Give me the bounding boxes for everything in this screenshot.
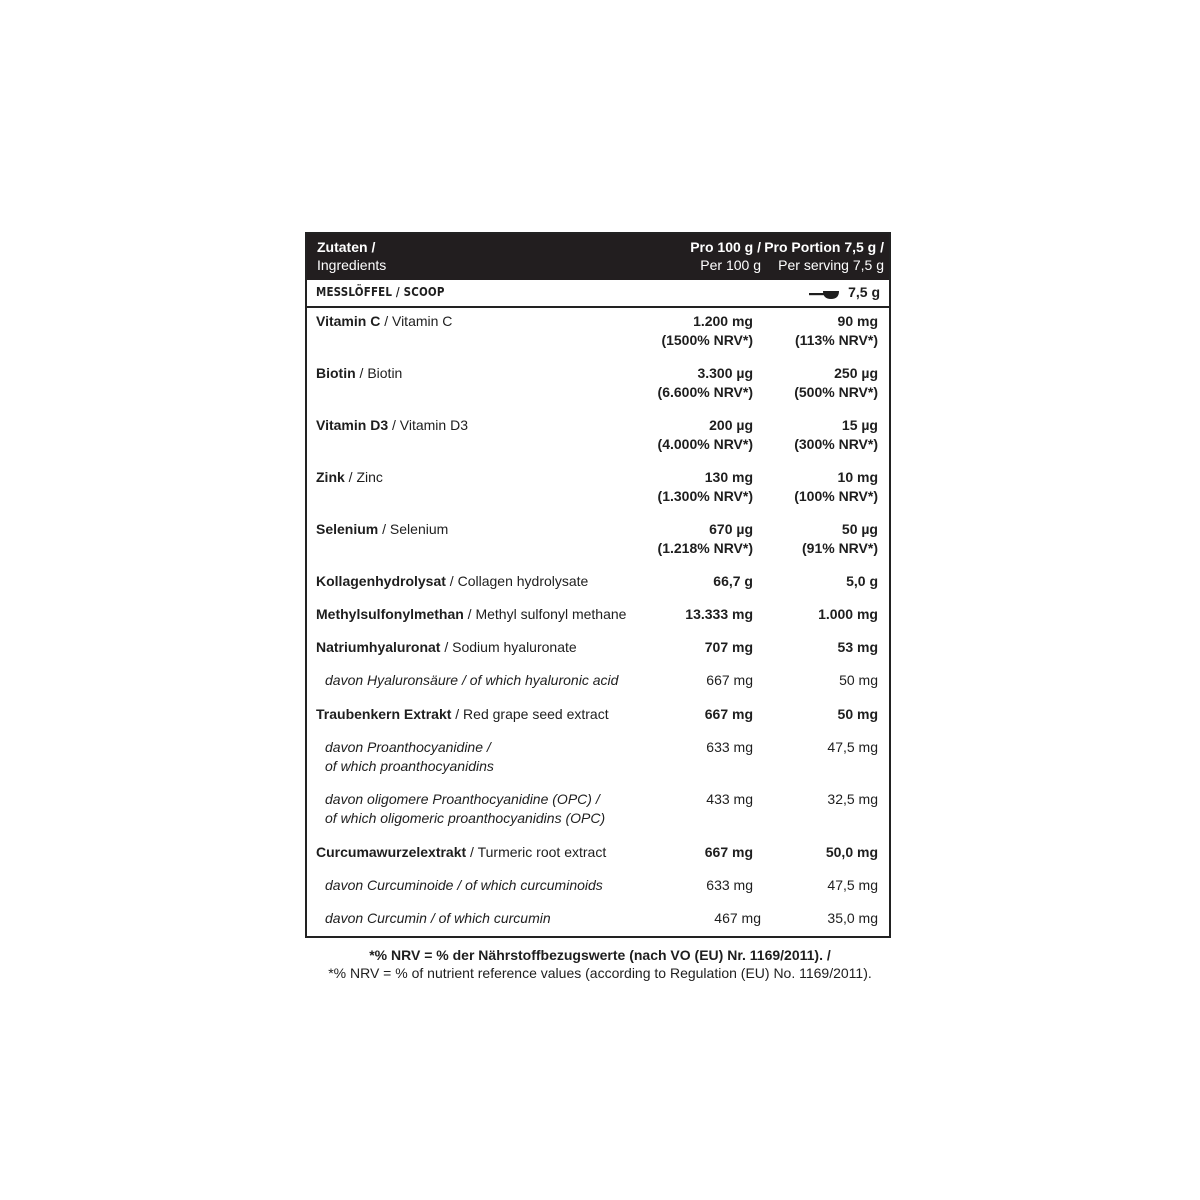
- ingredient-name: [316, 638, 577, 657]
- value-per-serving-amount: 1.000 mg: [818, 606, 878, 622]
- footnote-en: *% NRV = % of nutrient reference values (according to Regulation (EU) No. 1169/2011).: [328, 965, 872, 981]
- value-per-100g: [658, 364, 753, 402]
- value-per-100g-amount: 667 mg: [704, 706, 753, 722]
- value-per-100g-amount: 130 mg: [704, 469, 753, 485]
- value-per-100g: [714, 909, 761, 928]
- ingredient-name-de: Vitamin D3: [316, 417, 389, 433]
- ingredient-name-de: Kollagenhydrolysat: [316, 573, 446, 589]
- value-per-serving-amount: 90 mg: [837, 313, 878, 329]
- value-per-serving-amount: 5,0 g: [846, 573, 878, 589]
- value-per-100g-nrv: (1.300% NRV*): [657, 488, 753, 504]
- sub-ingredient-label: davon Curcumin / of which curcumin: [325, 910, 551, 926]
- ingredient-name-de: Zink: [316, 469, 345, 485]
- ingredient-name-en: / Vitamin D3: [388, 417, 468, 433]
- value-per-100g: [658, 520, 753, 558]
- ingredient-name-de: Selenium: [316, 521, 379, 537]
- sub-ingredient-label-en: of which oligomeric proanthocyanidins (OPC): [325, 810, 606, 826]
- ingredient-name: [325, 790, 605, 828]
- value-per-100g: [713, 572, 753, 591]
- ingredient-name-de: Natriumhyaluronat: [316, 639, 441, 655]
- value-per-serving: [795, 312, 878, 350]
- value-per-serving: [827, 738, 878, 757]
- scoop-label: MESSLÖFFEL / SCOOP: [316, 285, 445, 299]
- value-per-serving: [794, 364, 878, 402]
- value-per-100g: [705, 638, 753, 657]
- ingredient-name-en: / Collagen hydrolysate: [445, 573, 589, 589]
- header-ingredients: [317, 238, 386, 274]
- sub-ingredient-label: davon oligomere Proanthocyanidine (OPC) /: [325, 791, 600, 807]
- footnote-de: *% NRV = % der Nährstoffbezugswerte (nach VO (EU) Nr. 1169/2011). /: [369, 947, 831, 963]
- value-per-serving-amount: 50 mg: [839, 672, 878, 688]
- nutrition-table: [305, 232, 891, 938]
- value-per-100g-amount: 633 mg: [706, 877, 753, 893]
- value-per-serving-amount: 15 µg: [841, 417, 878, 433]
- value-per-100g-amount: 707 mg: [704, 639, 753, 655]
- table-header: [307, 234, 889, 280]
- value-per-serving: [794, 416, 878, 454]
- value-per-100g-nrv: (4.000% NRV*): [657, 436, 753, 452]
- value-per-100g-amount: 1.200 mg: [693, 313, 753, 329]
- value-per-100g-amount: 633 mg: [706, 739, 753, 755]
- value-per-100g: [661, 312, 753, 350]
- value-per-serving-amount: 50,0 mg: [825, 844, 878, 860]
- value-per-100g-amount: 13.333 mg: [685, 606, 753, 622]
- value-per-serving: [827, 790, 878, 809]
- ingredient-name: [316, 605, 626, 624]
- ingredient-name: [316, 520, 448, 539]
- value-per-serving-amount: 47,5 mg: [827, 877, 878, 893]
- ingredient-name-de: Vitamin C: [316, 313, 381, 329]
- ingredient-name: [316, 705, 609, 724]
- ingredient-name-en: / Selenium: [378, 521, 449, 537]
- value-per-100g-amount: 200 µg: [709, 417, 753, 433]
- sub-ingredient-label: davon Hyaluronsäure / of which hyaluronic acid: [325, 672, 619, 688]
- header-ingredients-de: Zutaten /: [317, 239, 376, 255]
- ingredient-name: [316, 312, 452, 331]
- value-per-serving: [839, 671, 878, 690]
- value-per-serving: [846, 572, 878, 591]
- sub-ingredient-label: davon Proanthocyanidine /: [325, 739, 491, 755]
- value-per-serving: [838, 638, 878, 657]
- value-per-100g-amount: 3.300 µg: [697, 365, 753, 381]
- ingredient-name: [325, 909, 551, 928]
- value-per-serving: [794, 468, 878, 506]
- value-per-serving: [827, 876, 878, 895]
- ingredient-name-de: Methylsulfonylmethan: [316, 606, 464, 622]
- ingredient-name-en: / Methyl sulfonyl methane: [463, 606, 627, 622]
- value-per-100g: [658, 416, 753, 454]
- header-per-100g-de: Pro 100 g /: [690, 239, 761, 255]
- ingredient-name-en: / Vitamin C: [380, 313, 453, 329]
- sub-ingredient-label-en: of which proanthocyanidins: [325, 758, 494, 774]
- value-per-serving: [838, 705, 878, 724]
- ingredient-name: [325, 738, 494, 776]
- scoop-icon: [809, 288, 839, 300]
- ingredient-name-en: / Biotin: [355, 365, 403, 381]
- value-per-serving-nrv: (300% NRV*): [794, 436, 878, 452]
- value-per-serving-amount: 47,5 mg: [827, 739, 878, 755]
- ingredient-name: [325, 671, 618, 690]
- header-per-serving: [764, 238, 884, 274]
- value-per-serving: [827, 909, 878, 928]
- ingredient-name: [316, 843, 606, 862]
- value-per-100g: [706, 790, 753, 809]
- value-per-100g-nrv: (1.218% NRV*): [657, 540, 753, 556]
- value-per-serving: [802, 520, 878, 558]
- header-ingredients-en: Ingredients: [317, 257, 387, 273]
- ingredient-name-en: / Red grape seed extract: [451, 706, 609, 722]
- value-per-100g-amount: 667 mg: [704, 844, 753, 860]
- sub-ingredient-label: davon Curcuminoide / of which curcuminoids: [325, 877, 603, 893]
- value-per-100g-amount: 66,7 g: [713, 573, 753, 589]
- footnote: [300, 946, 900, 982]
- value-per-100g: [706, 738, 753, 757]
- ingredient-name-en: / Sodium hyaluronate: [440, 639, 577, 655]
- header-per-serving-de: Pro Portion 7,5 g /: [764, 239, 884, 255]
- value-per-serving-amount: 32,5 mg: [827, 791, 878, 807]
- header-per-100g-en: Per 100 g: [700, 257, 761, 273]
- scoop-value: 7,5 g: [848, 284, 880, 300]
- ingredient-name-en: / Turmeric root extract: [466, 844, 607, 860]
- header-per-serving-en: Per serving 7,5 g: [778, 257, 884, 273]
- value-per-serving-nrv: (100% NRV*): [794, 488, 878, 504]
- ingredient-name-de: Curcumawurzelextrakt: [316, 844, 467, 860]
- value-per-serving-nrv: (500% NRV*): [794, 384, 878, 400]
- value-per-serving-nrv: (113% NRV*): [794, 332, 878, 348]
- ingredient-name: [316, 572, 588, 591]
- value-per-100g: [658, 468, 753, 506]
- ingredient-name: [316, 468, 383, 487]
- ingredient-name: [325, 876, 603, 895]
- value-per-100g: [706, 876, 753, 895]
- ingredient-name-de: Traubenkern Extrakt: [316, 706, 452, 722]
- ingredient-name-en: / Zinc: [344, 469, 383, 485]
- value-per-100g-amount: 667 mg: [706, 672, 753, 688]
- value-per-serving-amount: 53 mg: [837, 639, 878, 655]
- value-per-serving-amount: 250 µg: [834, 365, 878, 381]
- ingredient-name-de: Biotin: [316, 365, 356, 381]
- value-per-100g: [705, 705, 753, 724]
- ingredient-name: [316, 364, 402, 383]
- value-per-100g: [705, 843, 753, 862]
- value-per-serving: [826, 843, 878, 862]
- value-per-100g-nrv: (6.600% NRV*): [657, 384, 753, 400]
- value-per-100g-amount: 670 µg: [709, 521, 753, 537]
- value-per-100g-amount: 467 mg: [714, 910, 761, 926]
- value-per-serving-nrv: (91% NRV*): [802, 540, 878, 556]
- value-per-serving: [818, 605, 878, 624]
- value-per-serving-amount: 35,0 mg: [827, 910, 878, 926]
- value-per-serving-amount: 50 µg: [841, 521, 878, 537]
- value-per-100g-amount: 433 mg: [706, 791, 753, 807]
- value-per-serving-amount: 50 mg: [837, 706, 878, 722]
- scoop-row: [307, 280, 889, 308]
- value-per-100g: [706, 671, 753, 690]
- value-per-100g: [685, 605, 753, 624]
- value-per-100g-nrv: (1500% NRV*): [661, 332, 753, 348]
- value-per-serving-amount: 10 mg: [837, 469, 878, 485]
- header-per-100g: [690, 238, 761, 274]
- ingredient-name: [316, 416, 468, 435]
